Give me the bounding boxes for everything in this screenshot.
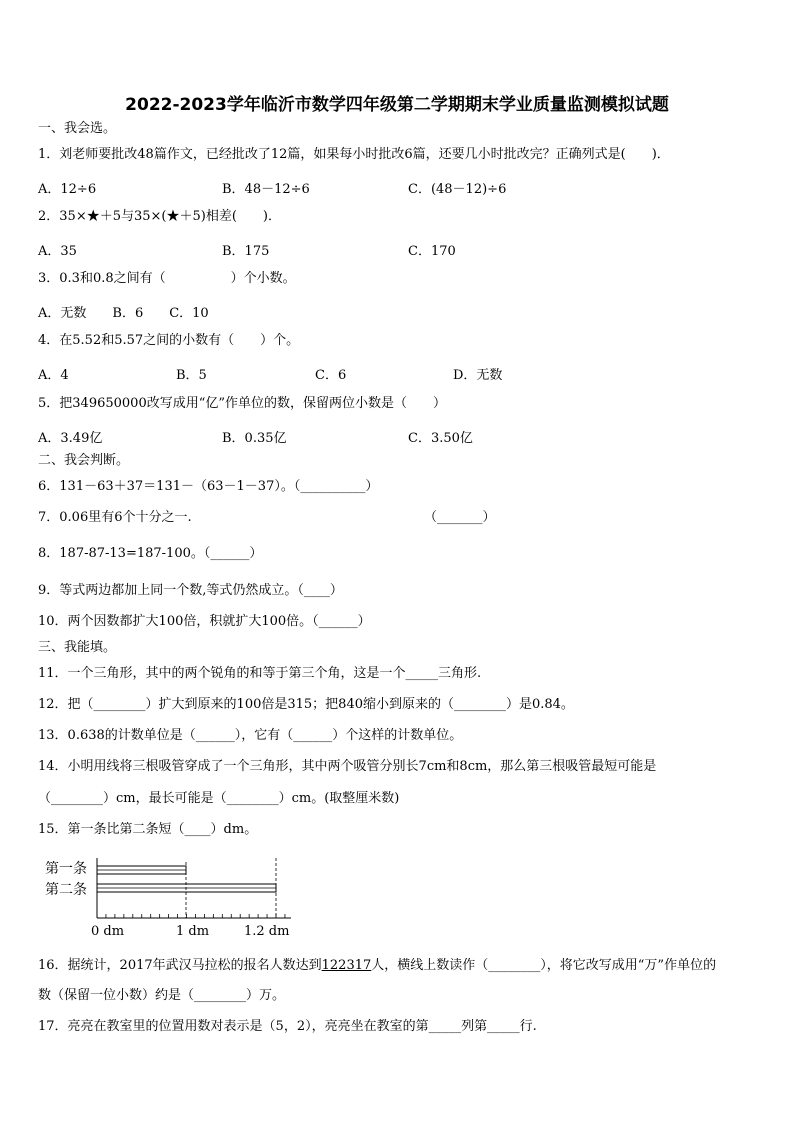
q5-option-c: C．3.50亿 [408, 431, 473, 446]
question-16-line-2: 数（保留一位小数）约是（________）万。 [38, 988, 286, 1003]
q1-option-c: C．(48－12)÷6 [408, 182, 507, 197]
question-7: 7．0.06里有6个十分之一. [38, 510, 192, 525]
q2-option-a: A．35 [38, 244, 77, 259]
q1-option-b: B．48－12÷6 [222, 182, 310, 197]
q2-option-b: B．175 [222, 244, 270, 259]
question-5: 5．把349650000改写成用“亿”作单位的数，保留两位小数是（ ） [38, 396, 447, 411]
q4-option-b: B．5 [176, 368, 207, 383]
question-17: 17．亮亮在教室里的位置用数对表示是（5，2），亮亮坐在教室的第_____列第_____行. [38, 1019, 537, 1034]
question-8: 8．187-87-13=187-100。（______） [38, 546, 263, 561]
question-15: 15．第一条比第二条短（____）dm。 [38, 822, 258, 837]
tick-label-1-2: 1.2 dm [244, 924, 290, 939]
q16-text-post: 人，横线上数读作（________），将它改写成用“万”作单位的 [371, 958, 717, 973]
question-6: 6．131－63＋37＝131－（63－1－37）。（__________） [38, 479, 379, 494]
q1-option-a: A．12÷6 [38, 182, 97, 197]
question-16-line-1 [38, 958, 716, 974]
question-3: 3．0.3和0.8之间有（ ）个小数。 [38, 271, 296, 286]
q2-option-c: C．170 [408, 244, 456, 259]
question-14-line-2: （________）cm，最长可能是（________）cm。(取整厘米数) [38, 791, 400, 806]
q4-option-d: D．无数 [453, 368, 503, 383]
tick-label-1: 1 dm [176, 924, 210, 939]
q16-text-pre: 16．据统计，2017年武汉马拉松的报名人数达到 [38, 958, 322, 973]
q5-option-a: A．3.49亿 [38, 431, 103, 446]
question-4: 4．在5.52和5.57之间的小数有（ ）个。 [38, 333, 300, 348]
question-14-line-1: 14．小明用线将三根吸管穿成了一个三角形，其中两个吸管分别长7cm和8cm，那么第三根吸管最短可能是 [38, 759, 657, 774]
q3-options: A．无数 B．6 C．10 [38, 306, 209, 321]
q4-option-c: C．6 [315, 368, 347, 383]
section-heading-choice: 一、我会选。 [38, 121, 117, 136]
exam-title: 2022-2023学年临沂市数学四年级第二学期期末学业质量监测模拟试题 [125, 95, 669, 115]
q16-underlined-number: 122317 [321, 958, 372, 973]
question-1: 1．刘老师要批改48篇作文，已经批改了12篇，如果每小时批改6篇，还要几小时批改完？正确列式是( )． [38, 147, 670, 162]
tick-label-0: 0 dm [91, 924, 125, 939]
question-12: 12．把（________）扩大到原来的100倍是315；把840缩小到原来的（________）是0.84。 [38, 697, 574, 712]
bar-label-second: 第二条 [45, 882, 87, 898]
q4-option-a: A．4 [38, 368, 69, 383]
question-11: 11．一个三角形，其中的两个锐角的和等于第三个角，这是一个_____三角形. [38, 666, 482, 681]
bar-label-first: 第一条 [45, 861, 87, 877]
section-heading-judge: 二、我会判断。 [38, 453, 130, 468]
ruler-figure [0, 852, 794, 942]
ruler-ticks [97, 914, 285, 918]
q7-answer-blank: （_______） [424, 510, 496, 525]
question-10: 10．两个因数都扩大100倍，积就扩大100倍。（______） [38, 614, 371, 629]
question-9: 9．等式两边都加上同一个数,等式仍然成立。（____） [38, 583, 343, 598]
question-13: 13．0.638的计数单位是（______），它有（______）个这样的计数单位。 [38, 728, 463, 743]
section-heading-fill: 三、我能填。 [38, 640, 117, 655]
question-2: 2．35×★＋5与35×(★＋5)相差( )． [38, 209, 281, 224]
q5-option-b: B．0.35亿 [222, 431, 287, 446]
